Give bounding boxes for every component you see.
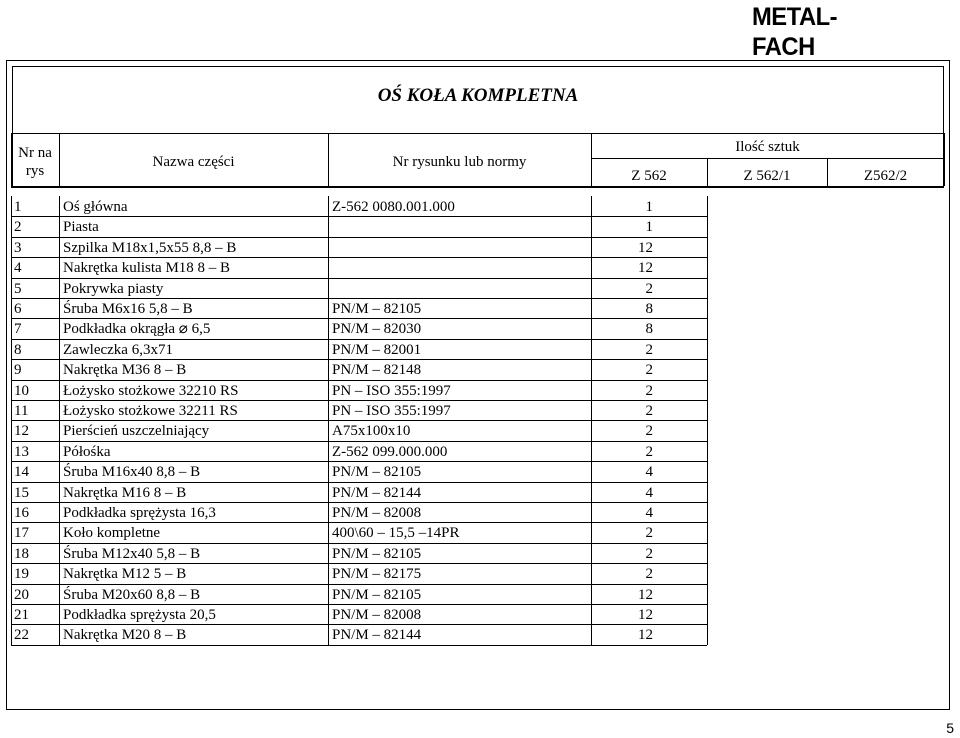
header-qty: Ilość sztuk (735, 139, 800, 155)
row-nr: 3 (14, 239, 22, 256)
row-qty-z562: 12 (638, 260, 653, 277)
row-norm: PN/M – 82105 (332, 545, 422, 562)
row-nr: 20 (14, 586, 29, 603)
row-norm: PN – ISO 355:1997 (332, 382, 451, 399)
row-part-name: Podkładka okrągła ⌀ 6,5 (63, 321, 211, 338)
row-part-name: Pierścień uszczelniający (63, 423, 210, 440)
row-qty-z562: 4 (645, 484, 653, 501)
row-norm: PN/M – 82175 (332, 566, 422, 583)
qty-sub-line (591, 158, 944, 159)
row-nr: 10 (14, 382, 29, 399)
row-part-name: Śruba M20x60 8,8 – B (63, 586, 201, 603)
row-norm: PN/M – 82008 (332, 505, 422, 521)
row-nr: 6 (14, 301, 22, 317)
row-qty-z562: 2 (645, 362, 653, 379)
row-nr: 19 (14, 566, 29, 583)
row-qty-z562: 4 (645, 464, 653, 481)
row-nr: 22 (14, 627, 29, 644)
header-nr: Nr na rys (18, 145, 52, 179)
row-nr: 12 (14, 423, 29, 440)
row-qty-z562: 2 (645, 382, 653, 399)
row-part-name: Nakrętka M16 8 – B (63, 484, 187, 501)
row-norm: PN/M – 82105 (332, 586, 422, 603)
row-part-name: Szpilka M18x1,5x55 8,8 – B (63, 239, 237, 256)
row-norm: Z-562 099.000.000 (332, 443, 448, 460)
row-nr: 5 (14, 280, 22, 297)
row-nr: 9 (14, 362, 22, 379)
row-qty-z562: 1 (645, 199, 653, 215)
row-norm: PN/M – 82148 (332, 362, 422, 379)
row-part-name: Śruba M12x40 5,8 – B (63, 545, 201, 562)
header-z562: Z 562 (631, 168, 667, 184)
row-qty-z562: 1 (645, 219, 653, 236)
row-part-name: Podkładka sprężysta 20,5 (63, 607, 216, 623)
header-right-border (944, 133, 945, 186)
row-nr: 2 (14, 219, 22, 236)
row-part-name: Śruba M16x40 8,8 – B (63, 464, 201, 481)
row-norm: PN/M – 82008 (332, 607, 422, 623)
row-part-name: Nakrętka M12 5 – B (63, 566, 187, 583)
row-nr: 8 (14, 341, 22, 358)
page-number: 5 (946, 720, 954, 736)
row-norm: PN/M – 82030 (332, 321, 422, 338)
row-part-name: Koło kompletne (63, 525, 161, 542)
row-qty-z562: 2 (645, 525, 653, 542)
row-norm: A75x100x10 (332, 423, 411, 440)
row-norm: PN/M – 82105 (332, 301, 422, 317)
row-nr: 11 (14, 403, 29, 419)
row-part-name: Śruba M6x16 5,8 – B (63, 301, 193, 317)
row-nr: 17 (14, 525, 29, 542)
row-nr: 16 (14, 505, 29, 521)
row-qty-z562: 2 (645, 341, 653, 358)
row-qty-z562: 12 (638, 239, 653, 256)
row-norm: PN/M – 82144 (332, 484, 422, 501)
row-norm: PN/M – 82105 (332, 464, 422, 481)
row-part-name: Nakrętka kulista M18 8 – B (63, 260, 231, 277)
row-norm: PN – ISO 355:1997 (332, 403, 451, 419)
row-part-name: Podkładka sprężysta 16,3 (63, 505, 216, 521)
header-top-line (11, 133, 944, 134)
row-qty-z562: 8 (645, 321, 653, 338)
row-qty-z562: 2 (645, 566, 653, 583)
row-qty-z562: 2 (645, 443, 653, 460)
row-nr: 14 (14, 464, 29, 481)
row-part-name: Półośka (63, 443, 111, 460)
page-title: OŚ KOŁA KOMPLETNA (377, 85, 579, 106)
header-z5622: Z562/2 (863, 168, 908, 184)
row-part-name: Nakrętka M36 8 – B (63, 362, 187, 379)
row-nr: 21 (14, 607, 29, 623)
row-qty-z562: 2 (645, 423, 653, 440)
row-part-name: Łożysko stożkowe 32210 RS (63, 382, 239, 399)
row-norm: 400\60 – 15,5 –14PR (332, 525, 460, 542)
row-qty-z562: 12 (638, 627, 653, 644)
row-part-name: Łożysko stożkowe 32211 RS (63, 403, 238, 419)
row-qty-z562: 2 (645, 545, 653, 562)
row-qty-z562: 2 (645, 280, 653, 297)
row-qty-z562: 12 (638, 607, 653, 623)
rows-divider-qty (707, 196, 708, 645)
row-qty-z562: 8 (645, 301, 653, 317)
header-bottom-line (11, 186, 944, 188)
row-nr: 15 (14, 484, 29, 501)
row-nr: 7 (14, 321, 22, 338)
row-qty-z562: 4 (645, 505, 653, 521)
row-nr: 4 (14, 260, 22, 277)
brand-logo: METAL-FACH (752, 3, 838, 61)
header-drawing: Nr rysunku lub normy (392, 154, 527, 170)
row-part-name: Pokrywka piasty (63, 280, 164, 297)
row-part-name: Piasta (63, 219, 99, 236)
header-name: Nazwa części (152, 154, 235, 170)
row-norm: PN/M – 82144 (332, 627, 422, 644)
row-qty-z562: 12 (638, 586, 653, 603)
header-z5621: Z 562/1 (743, 168, 791, 184)
row-norm: PN/M – 82001 (332, 341, 422, 358)
row-part-name: Zawleczka 6,3x71 (63, 341, 173, 358)
row-qty-z562: 2 (645, 403, 653, 419)
row-nr: 1 (14, 199, 22, 215)
row-nr: 13 (14, 443, 29, 460)
row-part-name: Oś główna (63, 199, 128, 215)
row-nr: 18 (14, 545, 29, 562)
row-norm: Z-562 0080.001.000 (332, 199, 455, 215)
row-part-name: Nakrętka M20 8 – B (63, 627, 187, 644)
